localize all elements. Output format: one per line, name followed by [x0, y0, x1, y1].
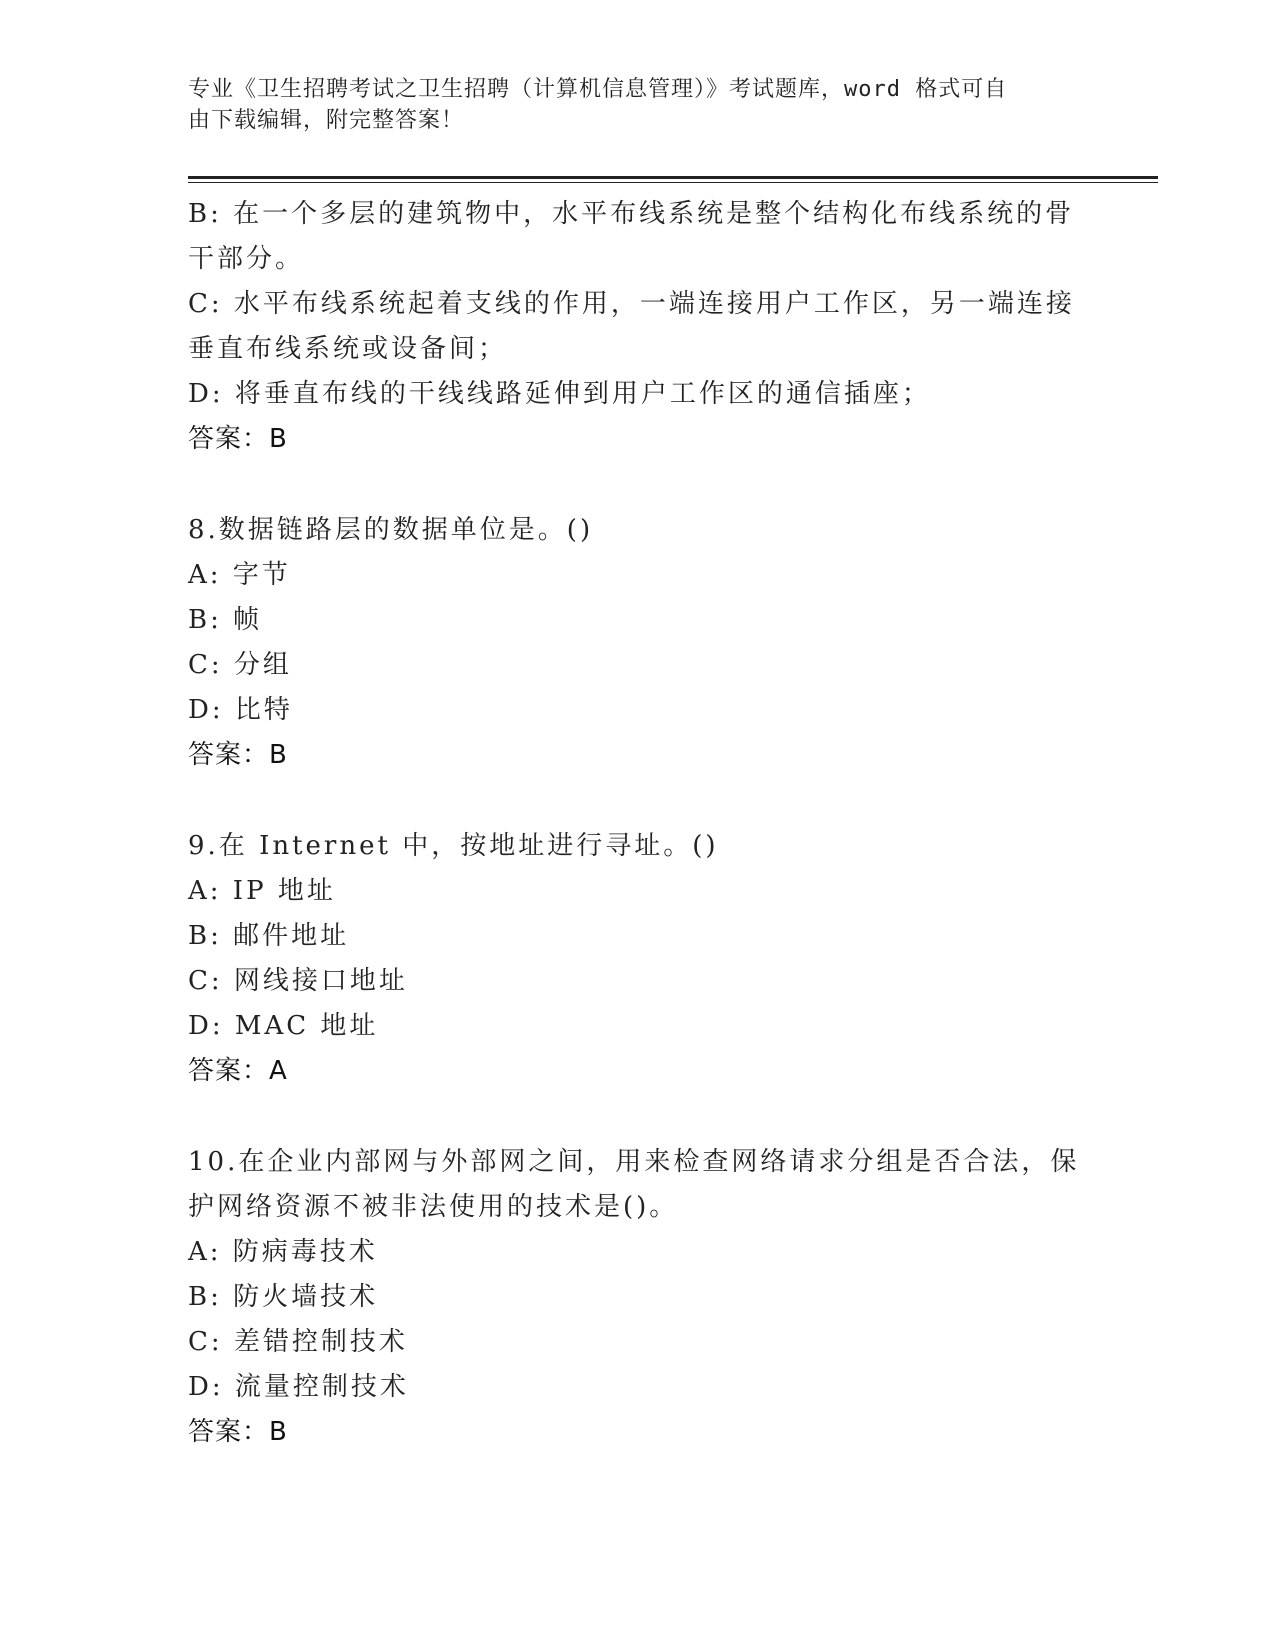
option-a: A: IP 地址 [188, 876, 336, 906]
option-c: C: 差错控制技术 [188, 1327, 408, 1357]
answer-label: 答案：B [188, 740, 288, 770]
answer-label: 答案：A [188, 1056, 288, 1086]
question-stem: 8.数据链路层的数据单位是。() [188, 515, 594, 545]
option-b: B: 帧 [188, 605, 263, 635]
option-c: C: 网线接口地址 [188, 966, 408, 996]
option-a: A: 防病毒技术 [188, 1237, 378, 1267]
header-line-2: 由下载编辑，附完整答案！ [188, 108, 465, 133]
question-stem-line-1: 10.在企业内部网与外部网之间，用来检查网络请求分组是否合法，保 [188, 1147, 1080, 1177]
header-rule-thin [188, 182, 1158, 183]
question-10 [188, 1140, 1088, 1455]
option-b-line-1: B: 在一个多层的建筑物中，水平布线系统是整个结构化布线系统的骨 [188, 199, 1075, 229]
question-8 [188, 508, 1088, 778]
question-9 [188, 824, 1088, 1094]
option-a: A: 字节 [188, 560, 291, 590]
question-stem-line-2: 护网络资源不被非法使用的技术是()。 [188, 1192, 679, 1222]
option-b: B: 防火墙技术 [188, 1282, 379, 1312]
option-c-line-2: 垂直布线系统或设备间； [188, 334, 508, 364]
question-stem: 9.在 Internet 中，按地址进行寻址。() [188, 831, 719, 861]
header-rule-thick [188, 176, 1158, 179]
option-c: C: 分组 [188, 650, 292, 680]
option-d: D: 将垂直布线的干线线路延伸到用户工作区的通信插座； [188, 379, 931, 409]
header-line-1: 专业《卫生招聘考试之卫生招聘（计算机信息管理）》考试题库，word 格式可自 [188, 77, 1008, 102]
option-d: D: 流量控制技术 [188, 1372, 409, 1402]
option-d: D: MAC 地址 [188, 1011, 379, 1041]
page-header [188, 74, 1088, 136]
option-c-line-1: C: 水平布线系统起着支线的作用，一端连接用户工作区，另一端连接 [188, 289, 1075, 319]
question-7-continued [188, 192, 1088, 462]
answer-label: 答案：B [188, 424, 288, 454]
option-d: D: 比特 [188, 695, 293, 725]
answer-label: 答案：B [188, 1417, 288, 1447]
question-list [188, 192, 1088, 1501]
option-b-line-2: 干部分。 [188, 244, 305, 274]
option-b: B: 邮件地址 [188, 921, 350, 951]
